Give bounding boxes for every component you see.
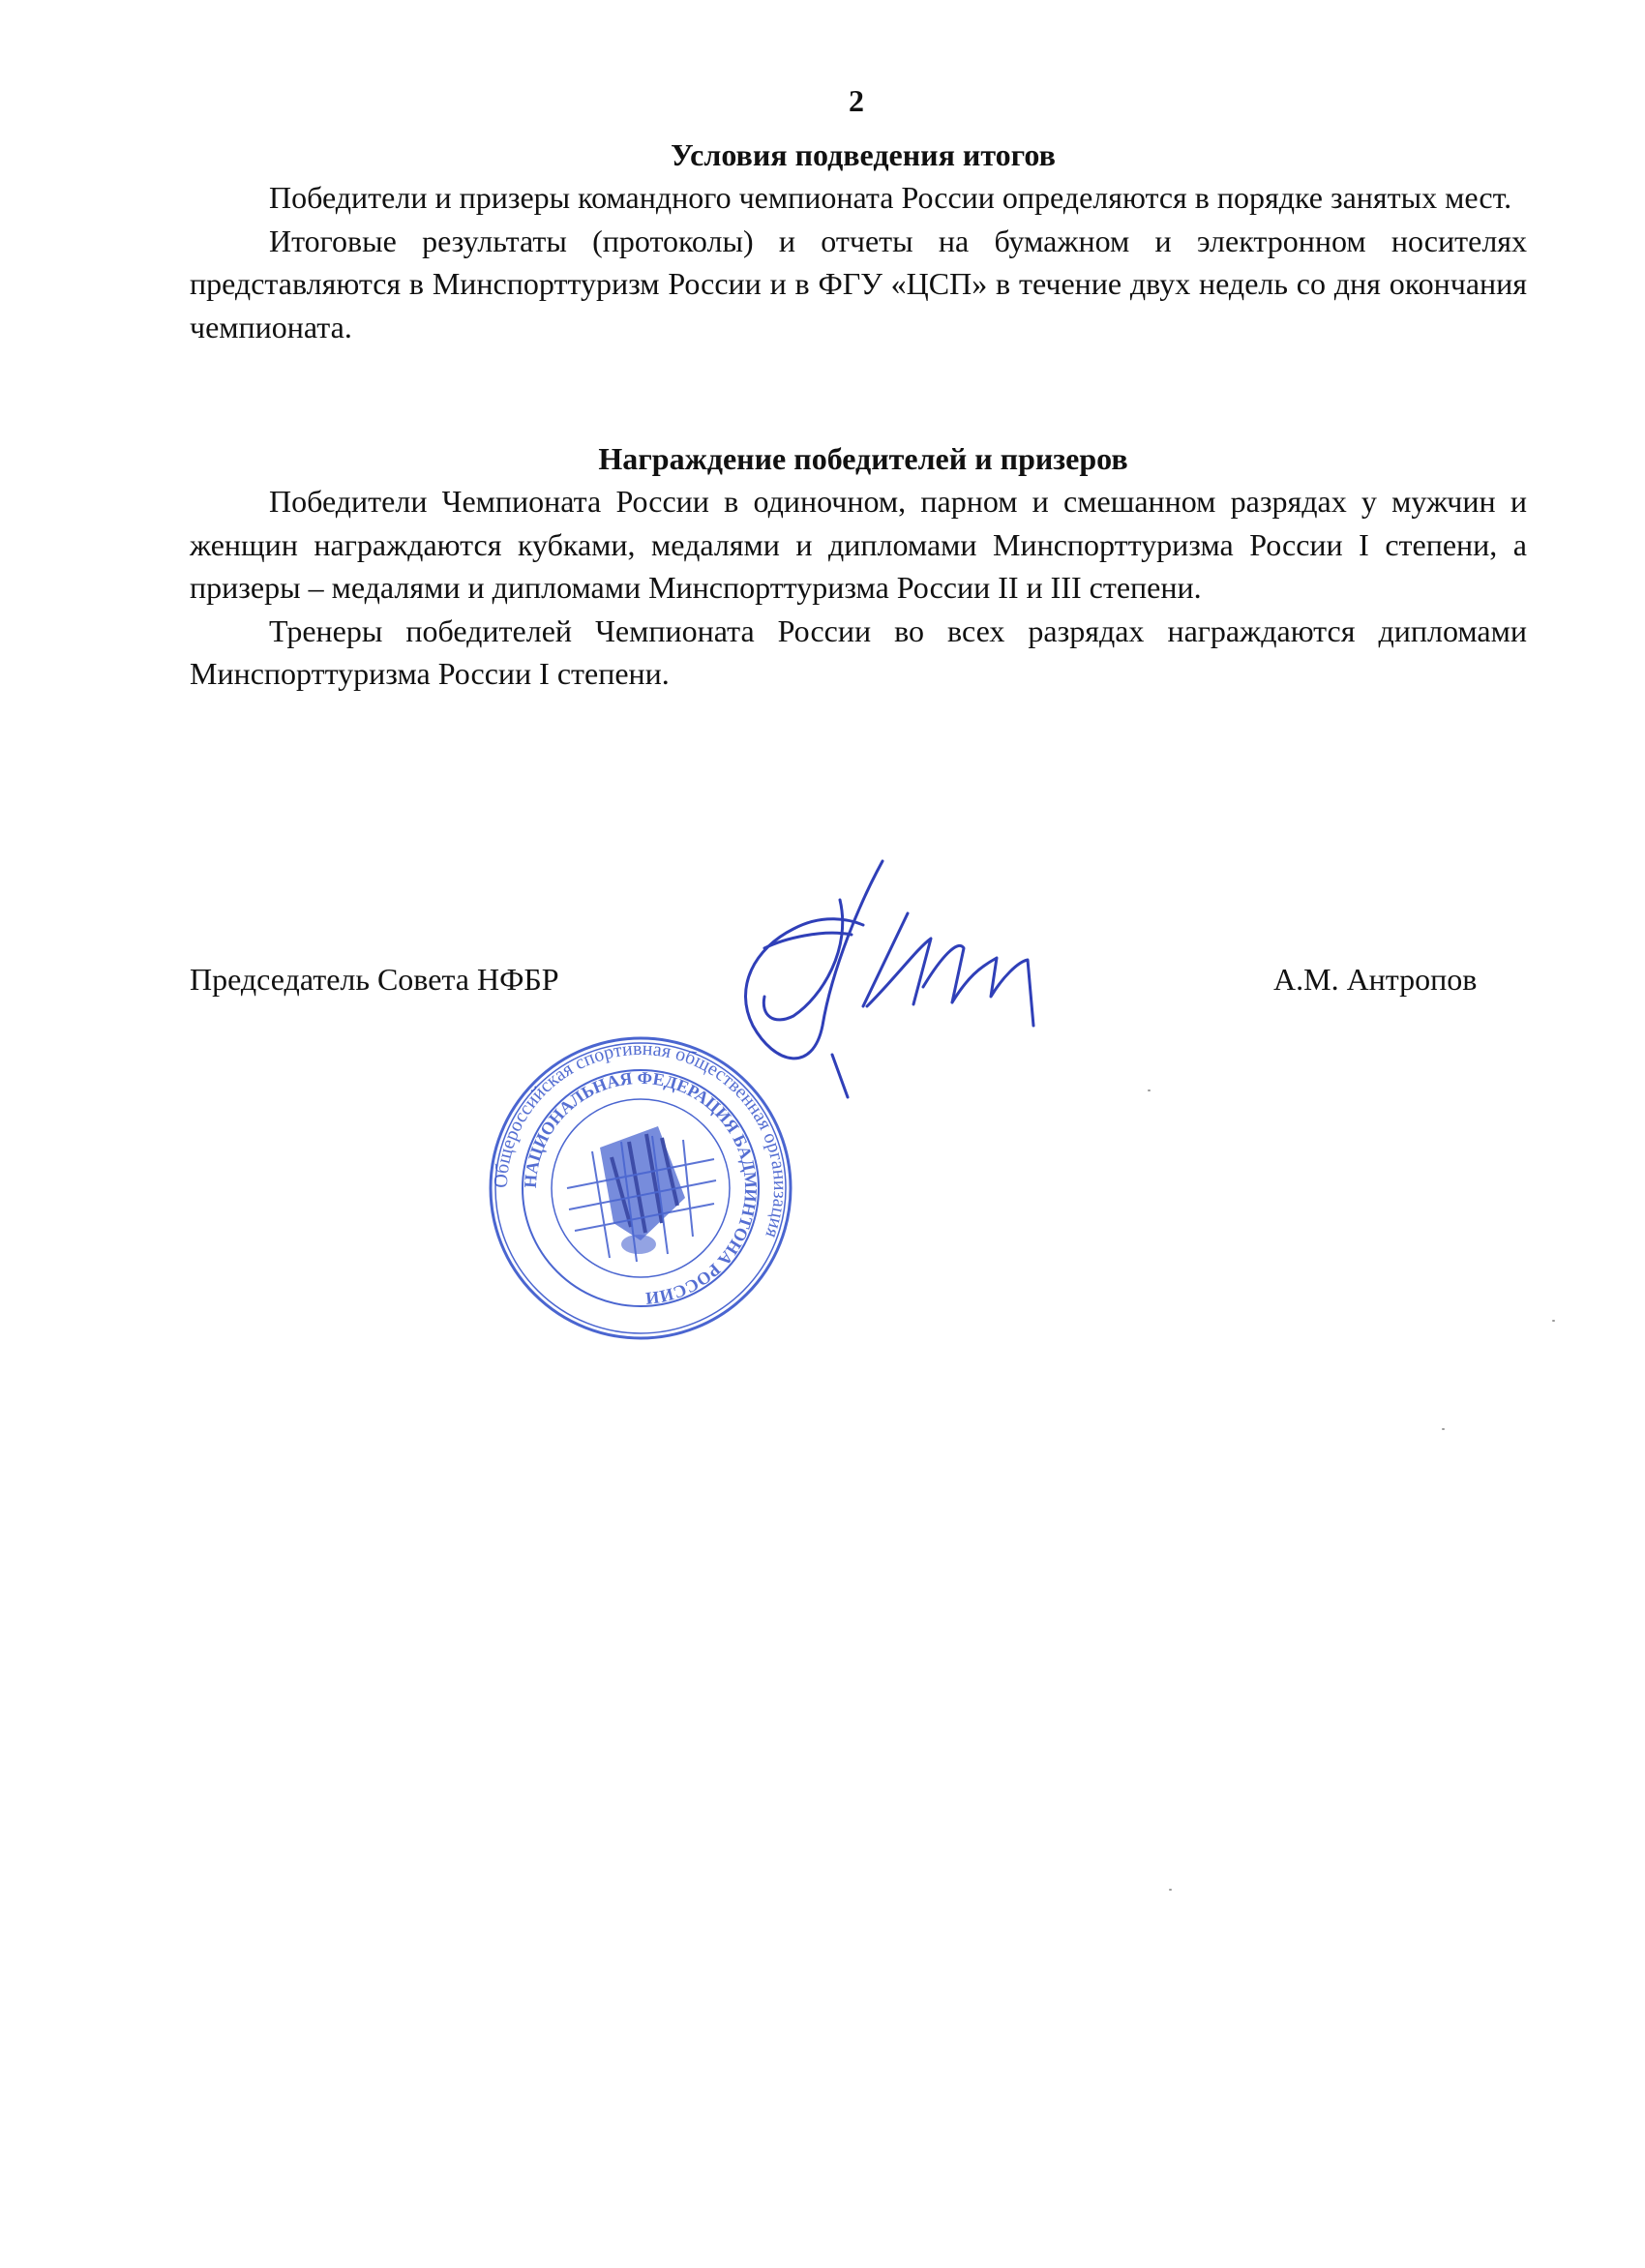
stamp-inner-text: НАЦИОНАЛЬНАЯ ФЕДЕРАЦИЯ БАДМИНТОНА РОССИИ xyxy=(520,1067,762,1309)
scan-speck xyxy=(1169,1889,1172,1891)
paragraph: Тренеры победителей Чемпионата России во всех разрядах награждаются дипломами Минспорттуризма России I степени. xyxy=(190,612,1527,691)
scan-speck xyxy=(1148,1089,1151,1091)
paragraph: Победители Чемпионата России в одиночном, парном и смешанном разрядах у мужчин и женщин награждаются кубками, медалями и дипломами Минспорттуризма России I степени, а призеры – медалями и дипломами Минспорттуризма России II и III степени. xyxy=(190,484,1527,605)
paragraph: Победители и призеры командного чемпионата России определяются в порядке занятых мест. xyxy=(269,180,1512,215)
section-title: Награждение победителей и призеров xyxy=(598,441,1128,476)
section-title: Условия подведения итогов xyxy=(671,137,1056,172)
handwritten-signature xyxy=(677,832,1103,1103)
stamp-outer-text: Общероссийская спортивная общественная организация xyxy=(490,1037,792,1241)
signatory-name: А.М. Антропов xyxy=(1273,962,1478,997)
signatory-position: Председатель Совета НФБР xyxy=(190,962,559,997)
section-awards xyxy=(190,437,1527,696)
section-results-conditions xyxy=(190,134,1527,348)
shuttlecock-emblem xyxy=(567,1126,716,1262)
scan-speck xyxy=(1442,1428,1445,1430)
scan-speck xyxy=(1552,1320,1555,1322)
page-number: 2 xyxy=(849,83,864,118)
paragraph: Итоговые результаты (протоколы) и отчеты на бумажном и электронном носителях представляются в Минспорттуризм России и в ФГУ «ЦСП» в течение двух недель со дня окончания чемпионата. xyxy=(190,223,1527,344)
